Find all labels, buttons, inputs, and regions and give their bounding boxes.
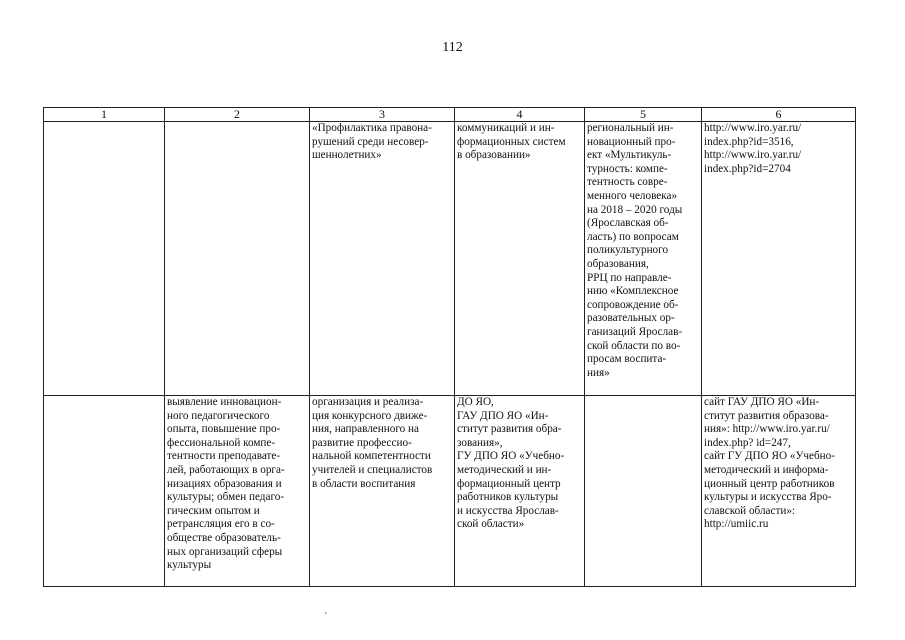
table-cell-links: http://www.iro.yar.ru/ index.php?id=3516, http://www.iro.yar.ru/ index.php?id=2704 <box>702 122 856 396</box>
table-cell <box>44 122 165 396</box>
column-header-5: 5 <box>585 108 702 122</box>
column-header-2: 2 <box>165 108 310 122</box>
table-cell: ДО ЯО, ГАУ ДПО ЯО «Ин- ститут развития обра- зования», ГУ ДПО ЯО «Учебно- методический и ин- формационный центр работников культуры и искусства Ярослав- ской области» <box>455 396 585 587</box>
table-cell: выявление инновацион- ного педагогического опыта, повышение про- фессиональной компе- тентности преподавате- лей, работающих в орга- низациях образования и культуры; обмен педаго- гическим опытом и ретрансляция его в со- обществе образователь- ных организаций сферы культуры <box>165 396 310 587</box>
table-cell: организация и реализа- ция конкурсного движе- ния, направленного на развитие профессио- нальной компетентности учителей и специалистов в области воспитания <box>310 396 455 587</box>
column-header-1: 1 <box>44 108 165 122</box>
table-row <box>44 122 856 396</box>
column-header-6: 6 <box>702 108 856 122</box>
table-cell <box>585 396 702 587</box>
table-header-row <box>44 108 856 122</box>
scan-artifact-mark: ' <box>325 611 327 622</box>
table-cell-links: сайт ГАУ ДПО ЯО «Ин- ститут развития образова- ния»: http://www.iro.yar.ru/ index.php? id=247, сайт ГУ ДПО ЯО «Учебно- методический и информа- ционный центр работников культуры и искусства Яро- славской области»: http://umiic.ru <box>702 396 856 587</box>
table-cell: «Профилактика правона- рушений среди несовер- шеннолетних» <box>310 122 455 396</box>
page-number: 112 <box>442 40 463 55</box>
table-cell <box>165 122 310 396</box>
table-row <box>44 396 856 587</box>
column-header-4: 4 <box>455 108 585 122</box>
column-header-3: 3 <box>310 108 455 122</box>
table-cell <box>44 396 165 587</box>
document-table <box>43 107 856 587</box>
table-cell: региональный ин- новационный про- ект «Мультикуль- турность: компе- тентность совре- менного человека» на 2018 – 2020 годы (Ярославская об- ласть) по вопросам поликультурного образования, РРЦ по направле- нию «Комплексное сопровождение об- разовательных ор- ганизаций Ярослав- ской области по во- просам воспита- ния» <box>585 122 702 396</box>
table-cell: коммуникаций и ин- формационных систем в образовании» <box>455 122 585 396</box>
